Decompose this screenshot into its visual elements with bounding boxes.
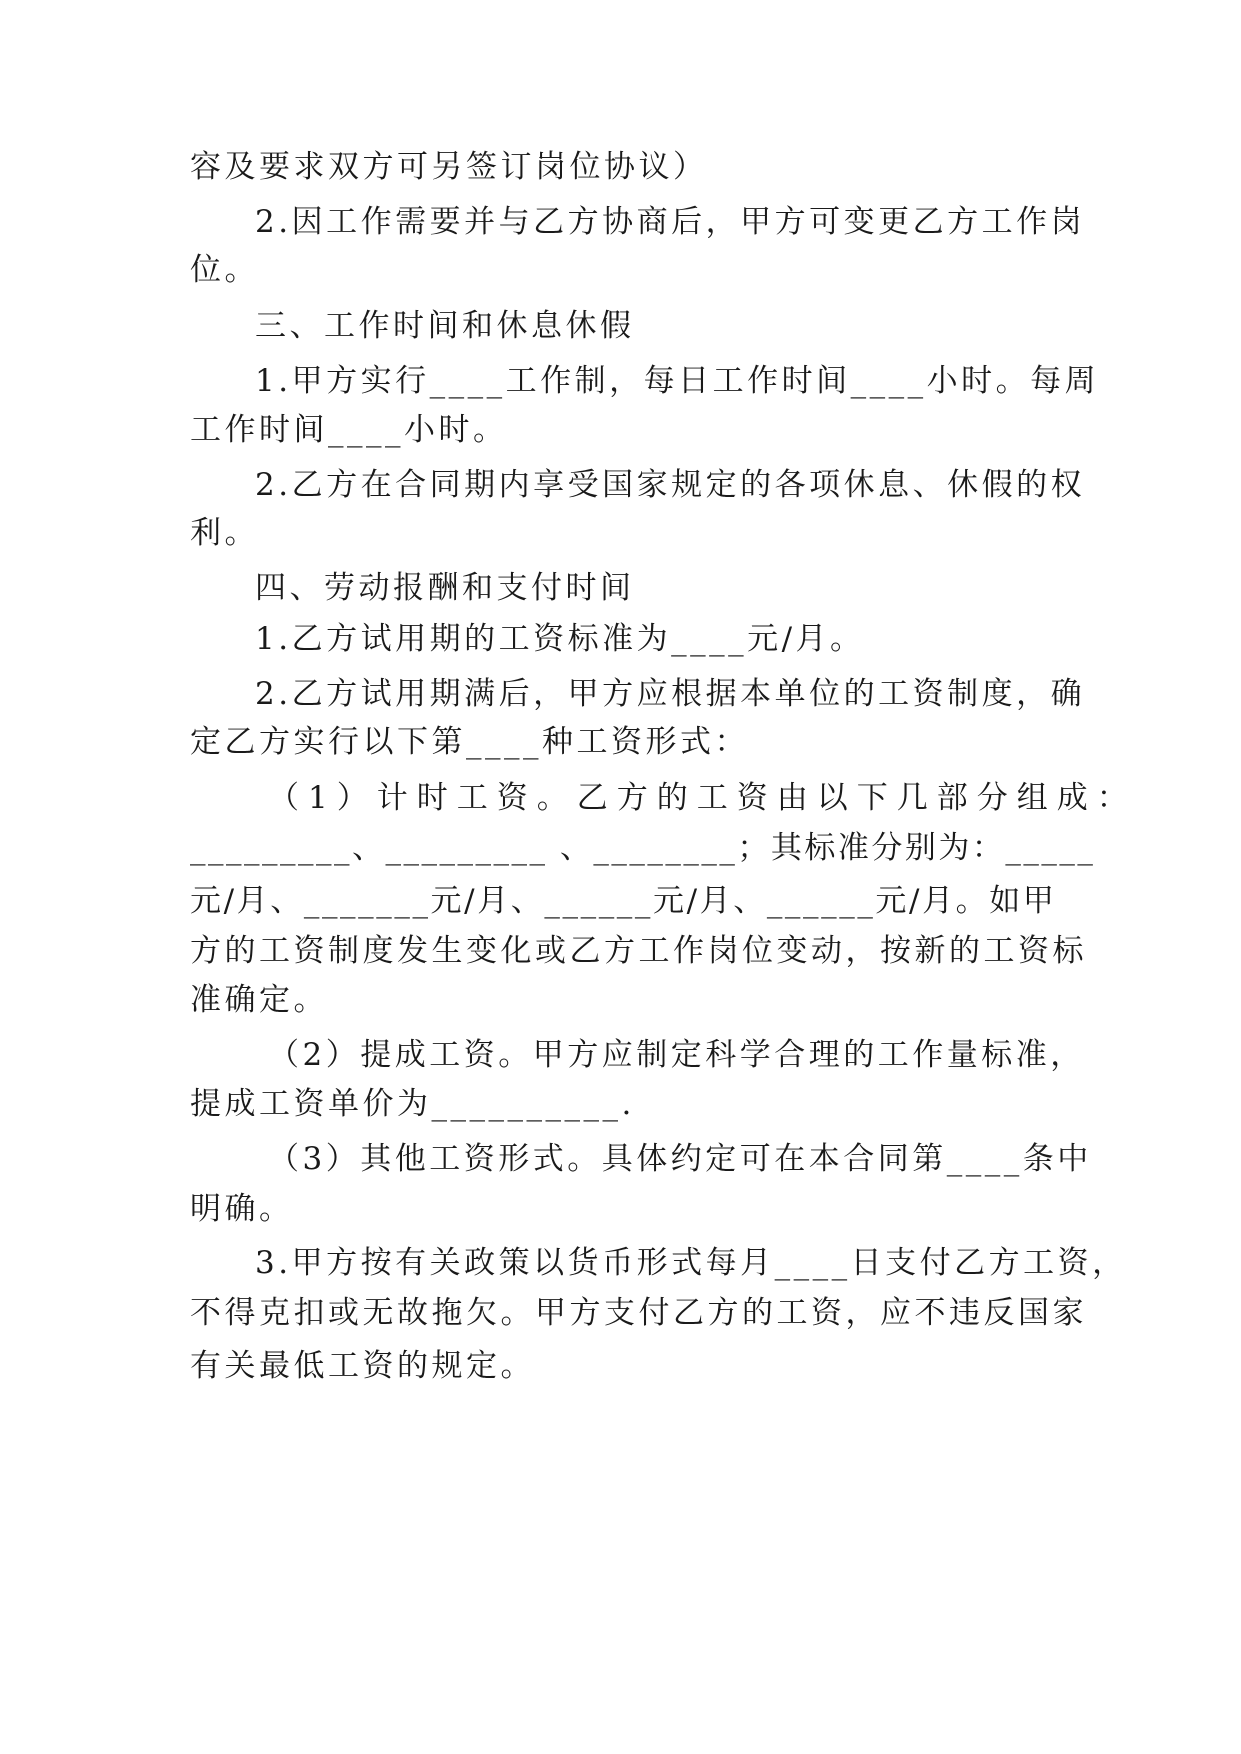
text-line: 工作时间____小时。 <box>190 412 508 448</box>
text-line: _________、_________ 、________；其标准分别为：_____ <box>190 830 1096 866</box>
clause-2-line: 2.乙方试用期满后，甲方应根据本单位的工资制度，确 <box>255 676 1086 712</box>
text-line: 有关最低工资的规定。 <box>190 1348 535 1384</box>
text-line: 位。 <box>190 252 259 288</box>
subclause-3-line: （3）其他工资形式。具体约定可在本合同第____条中 <box>268 1141 1092 1177</box>
clause-2-line: 2.因工作需要并与乙方协商后，甲方可变更乙方工作岗 <box>255 204 1086 240</box>
text-line: 准确定。 <box>190 982 328 1018</box>
text-line: 不得克扣或无故拖欠。甲方支付乙方的工资，应不违反国家 <box>190 1295 1087 1331</box>
subclause-2-line: （2）提成工资。甲方应制定科学合理的工作量标准， <box>268 1037 1085 1073</box>
text-line: 定乙方实行以下第____种工资形式： <box>190 724 749 760</box>
text-line: 提成工资单价为__________. <box>190 1086 635 1122</box>
text-line: 方的工资制度发生变化或乙方工作岗位变动，按新的工资标 <box>190 933 1087 969</box>
subclause-1-line: （1）计时工资。乙方的工资由以下几部分组成： <box>268 780 1137 816</box>
clause-2-line: 2.乙方在合同期内享受国家规定的各项休息、休假的权 <box>255 467 1086 503</box>
text-line: 元/月、_______元/月、______元/月、______元/月。如甲 <box>190 883 1057 919</box>
clause-3-line: 3.甲方按有关政策以货币形式每月____日支付乙方工资， <box>255 1245 1127 1281</box>
section-heading-4: 四、劳动报酬和支付时间 <box>255 570 635 606</box>
text-line: 明确。 <box>190 1191 294 1227</box>
clause-1-line: 1.乙方试用期的工资标准为____元/月。 <box>255 621 865 657</box>
text-line: 容及要求双方可另签订岗位协议） <box>190 149 708 185</box>
clause-1-line: 1.甲方实行____工作制，每日工作时间____小时。每周 <box>255 363 1100 399</box>
section-heading-3: 三、工作时间和休息休假 <box>255 308 635 344</box>
text-line: 利。 <box>190 515 259 551</box>
